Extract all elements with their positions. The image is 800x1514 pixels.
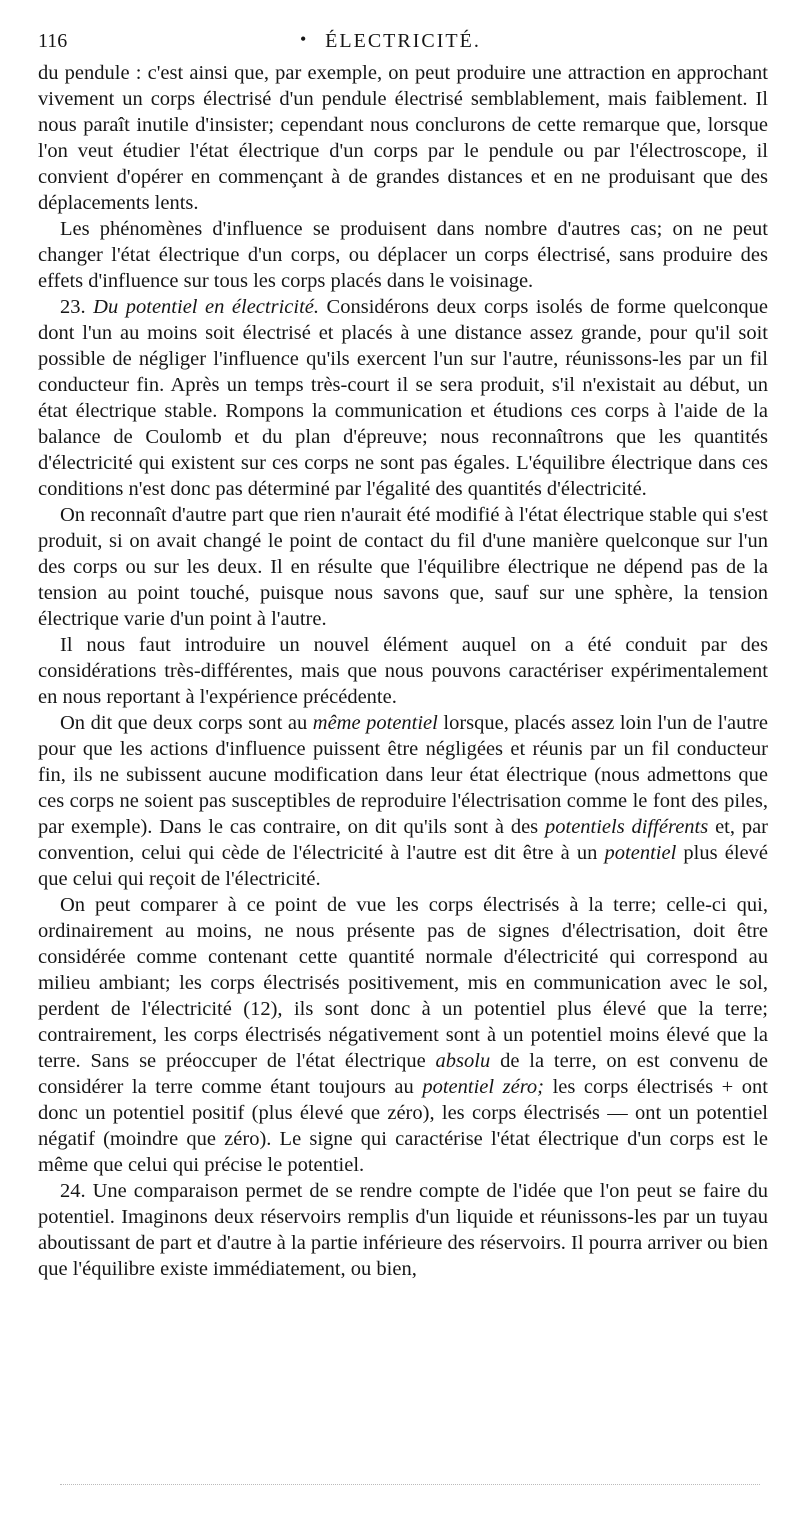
paragraph-7-text-a: On peut comparer à ce point de vue les corps électrisés à la terre; celle-ci qui, ordinairement au moins, ne nous présente pas de signes d'électrisation, doit être considérée comme contenant cette quantité normale d'électricité qui correspond au milieu ambiant; les corps électrisés positivement, mis en communication avec le sol, perdent de l'électricité (12), ils sont donc à un potentiel plus élevé que la terre; contrairement, les corps électrisés négativement sont à un potentiel moins élevé que la terre. Sans se préoccuper de l'état électrique (38, 894, 768, 1072)
term-absolu: absolu (435, 1050, 491, 1072)
paragraph-2 (38, 216, 768, 294)
paragraph-6-text-a: On dit que deux corps sont au (60, 712, 313, 734)
paragraph-24 (38, 1178, 768, 1282)
paragraph-5-text: Il nous faut introduire un nouvel élément auquel on a été conduit par des considérations très-différentes, mais que nous pouvons caractériser expérimentalement en nous reportant à l'expérience précédente. (38, 634, 768, 708)
paragraph-6-text-d: plus élevé que celui qui reçoit de l'électricité. (38, 842, 768, 890)
header-dot: • (300, 29, 307, 49)
paragraph-1-text: du pendule : c'est ainsi que, par exemple, on peut produire une attraction en approchant vivement un corps électrisé d'un pendule électrisé semblablement, mais faiblement. Il nous paraît inutile d'insister; cependant nous conclurons de cette remarque que, lorsque l'on veut étudier l'état électrique d'un corps par le pendule ou par l'électroscope, il convient d'opérer en commençant à de grandes distances et en ne produisant que des déplacements lents. (38, 62, 768, 214)
paragraph-7-text-c: les corps électrisés + ont donc un potentiel positif (plus élevé que zéro), les corps électrisés — ont un potentiel négatif (moindre que zéro). Le signe qui caractérise l'état électrique d'un corps est le même que celui qui précise le potentiel. (38, 1076, 769, 1176)
term-potentiel: potentiel (604, 842, 677, 864)
paragraph-4 (38, 502, 768, 632)
paragraph-24-text: Une comparaison permet de se rendre compte de l'idée que l'on peut se faire du potentiel. Imaginons deux réservoirs remplis d'un liquide et réunissons-les par un tuyau aboutissant de part et d'autre à la partie inférieure des réservoirs. Il pourra arriver ou bien que l'équilibre existe immédiatement, ou bien, (38, 1180, 768, 1280)
bleed-through-line (60, 1484, 760, 1487)
paragraph-7-text-b: de la terre, on est convenu de considérer la terre comme étant toujours au (38, 1050, 768, 1098)
page-number: 116 (38, 30, 68, 52)
paragraph-6-text-b: lorsque, placés assez loin l'un de l'autre pour que les actions d'influence puissent être négligées et réunis par un fil conducteur fin, ils ne subissent aucune modification dans leur état électrique (nous admettons que ces corps ne soient pas susceptibles de reproduire l'électrisation comme le font des piles, par exemple). Dans le cas contraire, on dit qu'ils sont à des (38, 712, 768, 838)
paragraph-23 (38, 294, 768, 502)
paragraph-1 (38, 60, 768, 216)
paragraph-4-text: On reconnaît d'autre part que rien n'aurait été modifié à l'état électrique stable qui s'est produit, si on avait changé le point de contact du fil d'une manière quelconque sur l'un des corps ou sur les deux. Il en résulte que l'équilibre électrique ne dépend pas de la tension au point touché, puisque nous savons que, sauf sur une sphère, la tension électrique varie d'un point à l'autre. (38, 504, 768, 630)
page-header (38, 28, 768, 58)
term-potentiels-differents: potentiels différents (545, 816, 709, 838)
paragraph-5 (38, 632, 768, 710)
term-meme-potentiel: même potentiel (312, 712, 438, 734)
paragraph-7 (38, 892, 768, 1178)
running-title: ÉLECTRICITÉ. (325, 30, 481, 52)
paragraph-6-text-c: et, par convention, celui qui cède de l'électricité à l'autre est dit être à un (38, 816, 769, 864)
paragraph-2-text: Les phénomènes d'influence se produisent dans nombre d'autres cas; on ne peut changer l'état électrique d'un corps, ou déplacer un corps électrisé, sans produire des effets d'influence sur tous les corps placés dans le voisinage. (38, 218, 768, 292)
section-number-23: 23. (60, 296, 86, 318)
section-title-potentiel: Du potentiel en électricité. (93, 296, 319, 318)
paragraph-23-text: Considérons deux corps isolés de forme quelconque dont l'un au moins soit électrisé et placés à une distance assez grande, pour qu'il soit possible de négliger l'influence qu'ils exercent l'un sur l'autre, réunissons-les par un fil conducteur fin. Après un temps très-court il se sera produit, s'il n'existait au début, un état électrique stable. Rompons la communication et étudions ces corps à l'aide de la balance de Coulomb et du plan d'épreuve; nous reconnaîtrons que les quantités d'électricité qui existent sur ces corps ne sont pas égales. L'équilibre électrique dans ces conditions n'est donc pas déterminé par l'égalité des quantités d'électricité. (38, 296, 768, 500)
section-number-24: 24. (60, 1180, 86, 1202)
paragraph-6 (38, 710, 768, 892)
book-page (38, 28, 768, 1282)
term-potentiel-zero: potentiel zéro; (422, 1076, 545, 1098)
